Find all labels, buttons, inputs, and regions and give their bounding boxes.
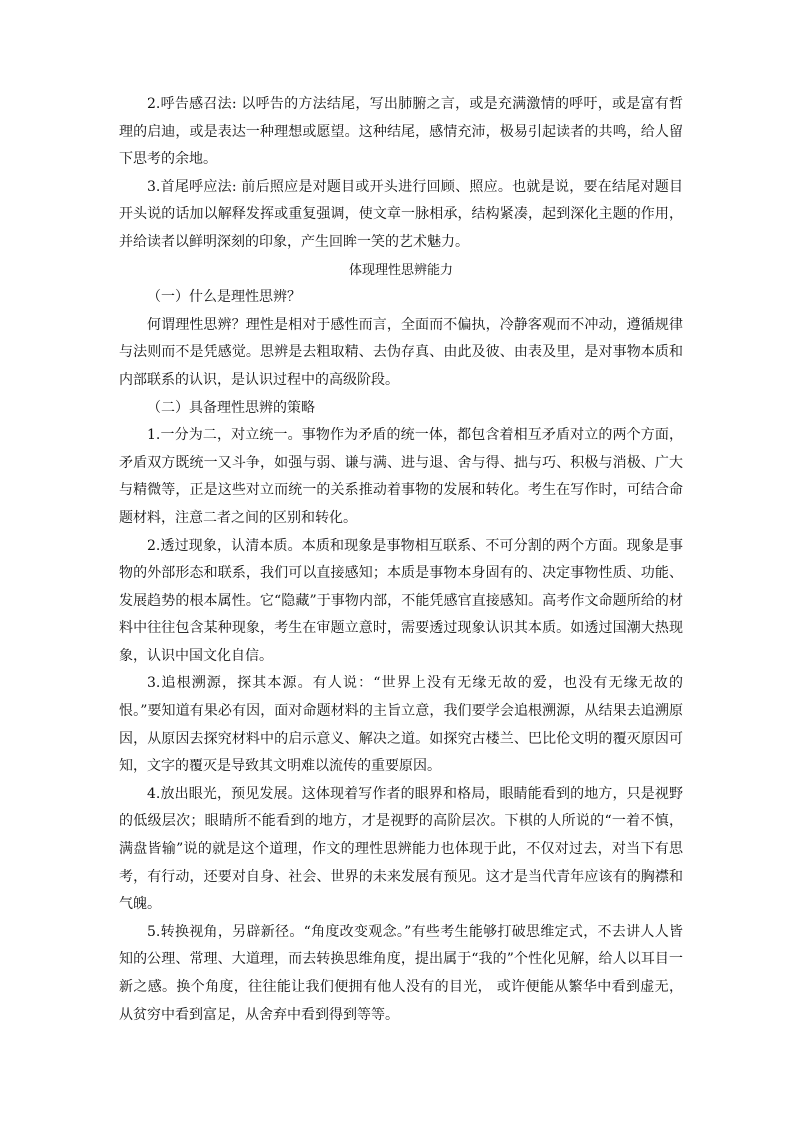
strategy-paragraph-2: 2.透过现象，认清本质。本质和现象是事物相互联系、不可分割的两个方面。现象是事物的外部形态和联系，我们可以直接感知；本质是事物本身固有的、决定事物性质、功能、发展趋势的根本属性。它“隐藏”于事物内部，不能凭感官直接感知。高考作文命题所给的材料中往往包含某种现象，考生在审题立意时，需要透过现象认识其本质。如透过国潮大热现象，认识中国文化自信。 [119, 537, 683, 664]
strategy-paragraph-1: 1.一分为二，对立统一。事物作为矛盾的统一体，都包含着相互矛盾对立的两个方面，矛盾双方既统一又斗争，如强与弱、谦与满、进与退、舍与得、拙与巧、积极与消极、广大与精微等，正是这些对立而统一的关系推动着事物的发展和转化。考生在写作时，可结合命题材料，注意二者之间的区别和转化。 [119, 427, 683, 526]
strategy-paragraph-4: 4.放出眼光，预见发展。这体现着写作者的眼界和格局，眼睛能看到的地方，只是视野的低级层次；眼睛所不能看到的地方，才是视野的高阶层次。下棋的人所说的“一着不慎，满盘皆输”说的就是这个道理，作文的理性思辨能力也体现于此，不仅对过去，对当下有思考，有行动，还要对自身、社会、世界的未来发展有预见。这才是当代青年应该有的胸襟和气魄。 [119, 785, 683, 913]
heading-strategies: （二）具备理性思辨的策略 [147, 399, 315, 416]
heading-what-is-rational-thinking: （一）什么是理性思辨？ [147, 289, 301, 306]
document-page [119, 91, 683, 1029]
paragraph-exhortation-method: 2.呼告感召法: 以呼告的方法结尾，写出肺腑之言，或是充满激情的呼吁，或是富有哲理的启迪，或是表达一种理想或愿望。这种结尾，感情充沛，极易引起读者的共鸣，给人留下思考的余地。 [119, 96, 683, 168]
strategy-paragraph-5: 5.转换视角，另辟新径。“角度改变观念。”有些考生能够打破思维定式，不去讲人人皆知的公理、常理、大道理，而去转换思维角度，提出属于“我的”个性化见解，给人以耳目一新之感。换个角度，往往能让我们便拥有他人没有的目光， 或许便能从繁华中看到虚无，从贫穷中看到富足，从舍弃中看到得到等等。 [119, 923, 683, 1023]
paragraph-echo-method: 3.首尾呼应法: 前后照应是对题目或开头进行回顾、照应。也就是说，要在结尾对题目开头说的话加以解释发挥或重复强调，使文章一脉相承，结构紧凑，起到深化主题的作用，并给读者以鲜明深刻的印象，产生回眸一笑的艺术魅力。 [119, 178, 683, 250]
section-title: 体现理性思辨能力 [348, 262, 453, 278]
paragraph-definition: 何谓理性思辨？理性是相对于感性而言，全面而不偏执，冷静客观而不冲动，遵循规律与法则而不是凭感觉。思辨是去粗取精、去伪存真、由此及彼、由表及里，是对事物本质和内部联系的认识，是认识过程中的高级阶段。 [119, 316, 683, 388]
strategy-paragraph-3: 3.追根溯源，探其本源。有人说：“世界上没有无缘无故的爱，也没有无缘无故的恨。”要知道有果必有因，面对命题材料的主旨立意，我们要学会追根溯源，从结果去追溯原因，从原因去探究材料中的启示意义、解决之道。如探究古楼兰、巴比伦文明的覆灭原因可知，文字的覆灭是导致其文明难以流传的重要原因。 [119, 675, 683, 775]
